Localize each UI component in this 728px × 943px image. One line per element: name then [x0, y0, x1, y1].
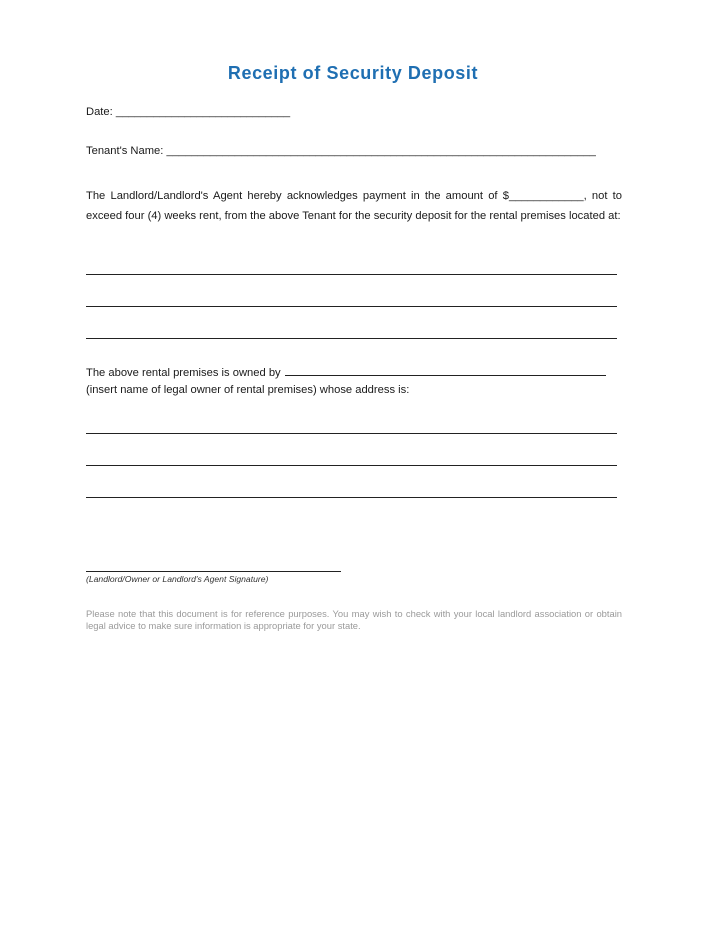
- signature-line: [86, 571, 341, 572]
- acknowledgement-paragraph: The Landlord/Landlord's Agent hereby acknowledges payment in the amount of $____________, not to exceed four (4) weeks rent, from the above Tenant for the security deposit for the rental premises located at:: [86, 190, 622, 222]
- premises-address-line: [86, 274, 617, 275]
- owned-by-label: The above rental premises is owned by: [86, 367, 281, 379]
- owner-address-line: [86, 433, 617, 434]
- owner-line: [86, 364, 606, 380]
- disclaimer-note: Please note that this document is for reference purposes. You may wish to check with your local landlord association or obtain legal advice to make sure information is appropriate for your state.: [86, 608, 622, 631]
- premises-address-line: [86, 338, 617, 339]
- owner-address-line: [86, 465, 617, 466]
- date-field: Date: ____________________________: [86, 106, 291, 118]
- signature-caption: (Landlord/Owner or Landlord's Agent Signature): [86, 574, 269, 584]
- owner-name-blank: [285, 364, 606, 376]
- document-title: Receipt of Security Deposit: [227, 63, 479, 83]
- tenant-name-field: Tenant's Name: _____________________________________________________________________: [86, 145, 596, 157]
- owner-address-line: [86, 497, 617, 498]
- owner-instruction: (insert name of legal owner of rental premises) whose address is:: [86, 384, 410, 396]
- premises-address-line: [86, 306, 617, 307]
